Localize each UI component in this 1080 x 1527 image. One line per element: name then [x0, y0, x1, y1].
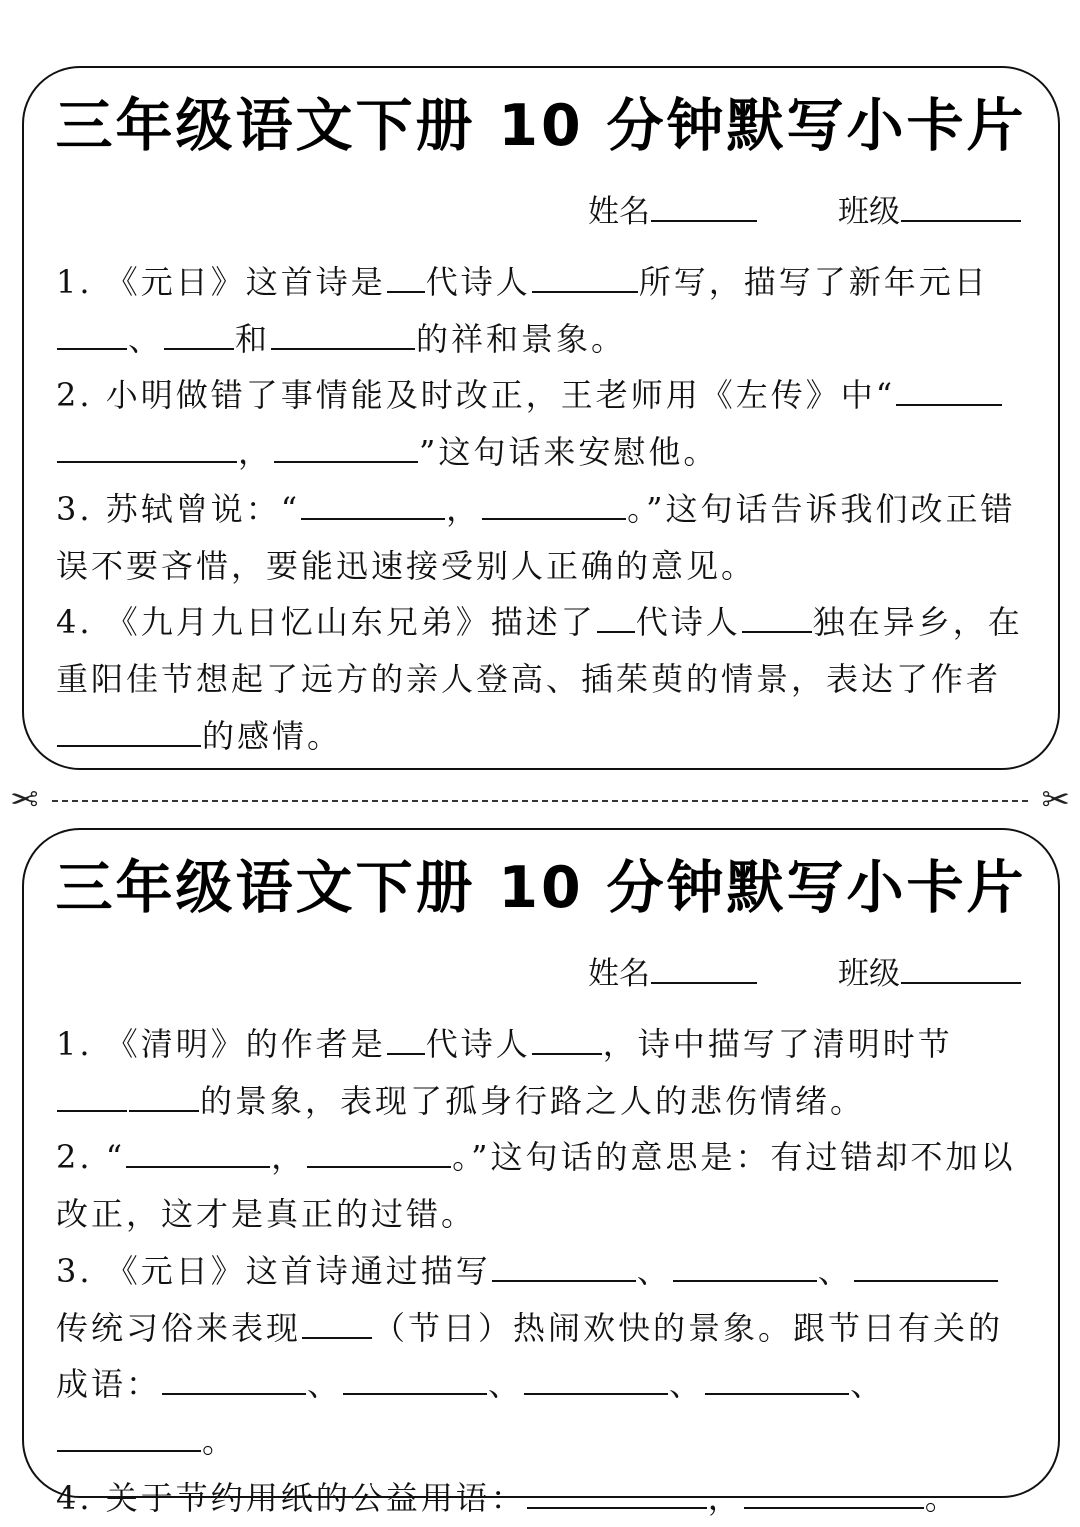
scissors-icon: ✂ — [1041, 780, 1070, 820]
question-text: 的感情。 — [202, 716, 343, 755]
question-text: 、 — [128, 319, 164, 358]
question-number: 3. — [56, 1251, 93, 1290]
cut-line — [52, 800, 1028, 802]
answer-blank[interactable] — [742, 601, 812, 633]
question-list — [56, 254, 1024, 764]
question-2 — [56, 1129, 1024, 1242]
answer-blank[interactable] — [854, 1250, 998, 1282]
answer-blank[interactable] — [527, 1477, 707, 1509]
question-text: 的祥和景象。 — [416, 319, 627, 358]
question-text: 。 — [924, 1478, 960, 1517]
answer-blank[interactable] — [532, 261, 638, 293]
answer-blank[interactable] — [343, 1363, 487, 1395]
answer-blank[interactable] — [271, 318, 415, 350]
question-1 — [56, 1016, 1024, 1129]
question-text: 代诗人 — [425, 263, 531, 301]
answer-blank[interactable] — [274, 431, 418, 463]
answer-blank[interactable] — [57, 431, 237, 463]
answer-blank[interactable] — [57, 1420, 201, 1452]
answer-blank[interactable] — [492, 1250, 636, 1282]
answer-blank[interactable] — [57, 715, 201, 747]
answer-blank[interactable] — [524, 1363, 668, 1395]
question-number: 2. — [56, 376, 93, 415]
question-text: 《九月九日忆山东兄弟》描述了 — [105, 603, 596, 642]
name-blank[interactable] — [651, 190, 757, 222]
student-info — [588, 190, 1022, 234]
question-number: 2. — [56, 1138, 93, 1177]
question-4 — [56, 594, 1024, 764]
question-text: 。 — [202, 1421, 238, 1460]
question-1 — [56, 254, 1024, 367]
name-label: 姓名 — [588, 194, 650, 230]
question-text: 小明做错了事情能及时改正，王老师用《左传》中“ — [105, 376, 896, 415]
answer-blank[interactable] — [307, 1136, 451, 1168]
question-text: 。”这句话告诉我们改正错误不要吝惜，要能迅速接受别人正确的意见。 — [56, 489, 1016, 585]
question-text: （节日）热闹欢快的景象。跟节日有关的成语： — [56, 1308, 1004, 1404]
question-text: 、 — [307, 1365, 343, 1404]
question-text: 代诗人 — [425, 1025, 531, 1063]
answer-blank[interactable] — [129, 1080, 199, 1112]
question-text: 、 — [636, 1251, 672, 1290]
answer-blank[interactable] — [301, 488, 445, 520]
question-text: 《清明》的作者是 — [105, 1025, 386, 1063]
question-text: ， — [707, 1478, 743, 1517]
answer-blank[interactable] — [896, 374, 1002, 406]
question-text: ， — [238, 433, 274, 472]
question-text: ， — [271, 1138, 307, 1177]
question-text: ”这句话来安慰他。 — [419, 433, 719, 472]
answer-blank[interactable] — [597, 601, 635, 633]
class-label: 班级 — [838, 956, 900, 992]
question-text: 独在异乡，在重阳佳节想起了远方的亲人登高、插茱萸的情景，表达了作者 — [56, 603, 1023, 698]
question-text: 、 — [488, 1365, 524, 1404]
answer-blank[interactable] — [705, 1363, 849, 1395]
question-number: 4. — [56, 603, 93, 642]
card-title: 三年级语文下册 10 分钟默写小卡片 — [55, 855, 1027, 921]
name-blank[interactable] — [651, 952, 757, 984]
question-text: 和 — [235, 319, 271, 358]
question-text: ，诗中描写了清明时节 — [602, 1025, 953, 1063]
question-text: 、 — [817, 1251, 853, 1290]
question-text: 《元日》这首诗通过描写 — [105, 1251, 491, 1290]
question-text: ， — [446, 489, 482, 528]
question-text: 的景象，表现了孤身行路之人的悲伤情绪。 — [200, 1081, 866, 1120]
question-3 — [56, 1243, 1024, 1470]
question-text: “ — [105, 1138, 126, 1177]
class-label: 班级 — [838, 194, 900, 230]
answer-blank[interactable] — [57, 1080, 127, 1112]
question-text: 代诗人 — [635, 603, 741, 642]
answer-blank[interactable] — [387, 261, 425, 293]
question-text: 传统习俗来表现 — [56, 1308, 302, 1347]
question-4 — [56, 1470, 1024, 1527]
answer-blank[interactable] — [482, 488, 626, 520]
class-blank[interactable] — [901, 190, 1021, 222]
question-text: 苏轼曾说：“ — [105, 489, 301, 528]
answer-blank[interactable] — [57, 318, 127, 350]
class-blank[interactable] — [901, 952, 1021, 984]
name-label: 姓名 — [588, 956, 650, 992]
question-number: 3. — [56, 489, 93, 528]
dictation-card-1 — [22, 66, 1060, 770]
answer-blank[interactable] — [744, 1477, 924, 1509]
answer-blank[interactable] — [164, 318, 234, 350]
question-text: 、 — [850, 1365, 886, 1404]
question-text: 所写，描写了新年元日 — [638, 263, 989, 301]
question-text: 《元日》这首诗是 — [105, 263, 386, 301]
answer-blank[interactable] — [126, 1136, 270, 1168]
question-number: 1. — [56, 263, 93, 301]
question-text: 。”这句话的意思是：有过错却不加以改正，这才是真正的过错。 — [56, 1138, 1016, 1234]
question-text: 、 — [669, 1365, 705, 1404]
question-list — [56, 1016, 1024, 1526]
answer-blank[interactable] — [532, 1023, 602, 1055]
scissors-icon: ✂ — [10, 780, 39, 820]
answer-blank[interactable] — [302, 1307, 372, 1339]
card-title: 三年级语文下册 10 分钟默写小卡片 — [55, 93, 1027, 159]
answer-blank[interactable] — [387, 1023, 425, 1055]
answer-blank[interactable] — [673, 1250, 817, 1282]
question-2 — [56, 367, 1024, 480]
question-text: 关于节约用纸的公益用语： — [105, 1478, 526, 1517]
dictation-card-2 — [22, 828, 1060, 1517]
answer-blank[interactable] — [162, 1363, 306, 1395]
question-3 — [56, 481, 1024, 594]
question-number: 4. — [56, 1478, 93, 1517]
question-number: 1. — [56, 1025, 93, 1063]
student-info — [588, 952, 1022, 996]
